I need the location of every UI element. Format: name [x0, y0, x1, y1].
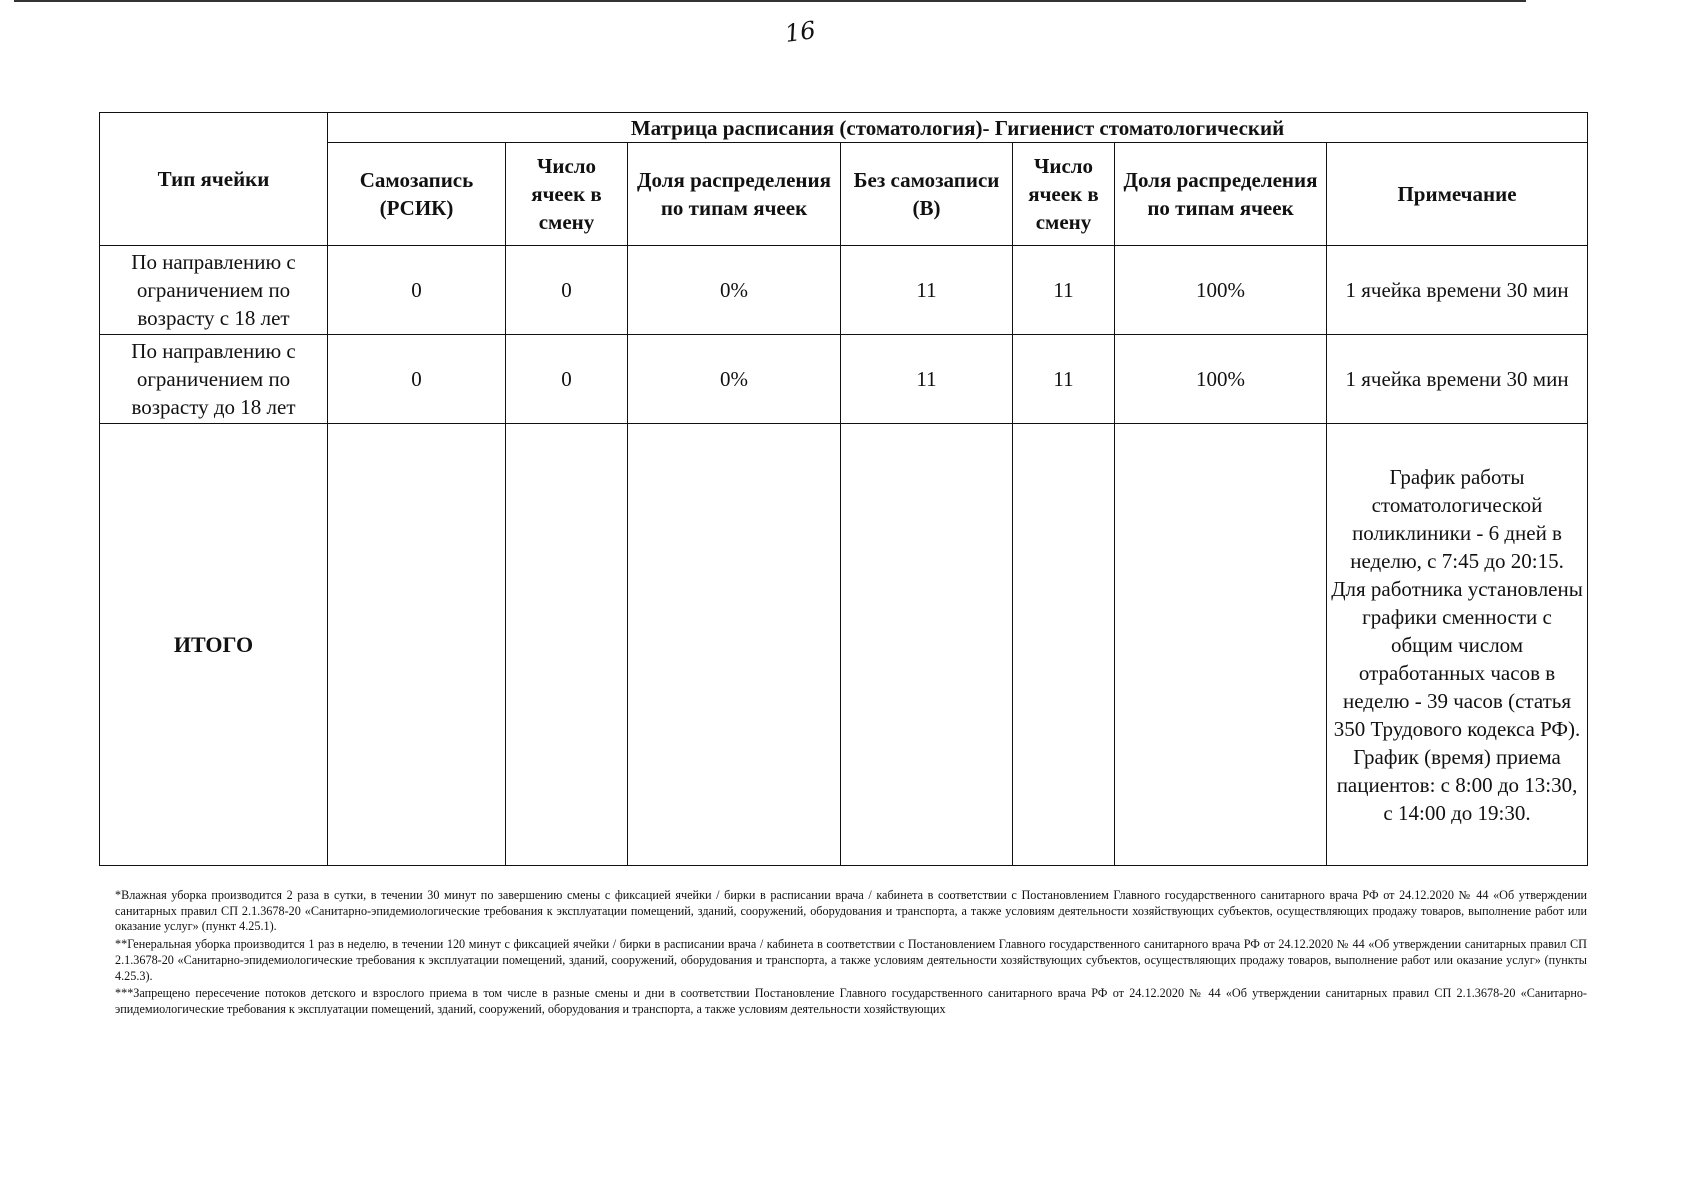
row-share-1: 0%: [628, 335, 841, 424]
total-note: График работы стоматологической поликлиники - 6 дней в неделю, с 7:45 до 20:15. Для работника установлены графики сменности с общим числом отработанных часов в неделю - 39 часов (статья 350 Трудового кодекса РФ). График (время) приема пациентов: с 8:00 до 13:30, с 14:00 до 19:30.: [1327, 424, 1588, 866]
footnote-patient-flow: ***Запрещено пересечение потоков детского и взрослого приема в том числе в разные смены и дни в соответствии Постановление Главного государственного санитарного врача РФ от 24.12.2020 № 44 «Об утверждении санитарных правил СП 2.1.3678-20 «Санитарно-эпидемиологические требования к эксплуатации помещений, зданий, сооружений, оборудования и транспорта, а также условиям деятельности хозяйствующих: [115, 986, 1587, 1016]
header-cells-per-shift-1: Число ячеек в смену: [506, 143, 628, 246]
row-self-booking: 0: [328, 246, 506, 335]
total-self-booking: [328, 424, 506, 866]
row-cells-per-shift-2: 11: [1013, 246, 1115, 335]
top-rule: [14, 0, 1526, 2]
header-note: Примечание: [1327, 143, 1588, 246]
row-type: По направлению с ограничением по возрасту до 18 лет: [100, 335, 328, 424]
footnotes: [115, 888, 1587, 1020]
row-cells-per-shift-1: 0: [506, 246, 628, 335]
total-label: ИТОГО: [100, 424, 328, 866]
total-without-self-booking: [841, 424, 1013, 866]
row-share-1: 0%: [628, 246, 841, 335]
row-share-2: 100%: [1115, 335, 1327, 424]
total-cells-per-shift-1: [506, 424, 628, 866]
table-title: Матрица расписания (стоматология)- Гигиенист стоматологический: [328, 113, 1588, 143]
header-share-2: Доля распределения по типам ячеек: [1115, 143, 1327, 246]
table-row: [100, 246, 1588, 335]
total-row: [100, 424, 1588, 866]
header-self-booking: Самозапись (РСИК): [328, 143, 506, 246]
header-cell-type: Тип ячейки: [100, 113, 328, 246]
header-cells-per-shift-2: Число ячеек в смену: [1013, 143, 1115, 246]
table-row: [100, 335, 1588, 424]
header-share-1: Доля распределения по типам ячеек: [628, 143, 841, 246]
schedule-matrix-table: [99, 112, 1588, 866]
row-share-2: 100%: [1115, 246, 1327, 335]
row-without-self-booking: 11: [841, 335, 1013, 424]
footnote-wet-cleaning: *Влажная уборка производится 2 раза в сутки, в течении 30 минут по завершению смены с фиксацией ячейки / бирки в расписании врача / кабинета в соответствии с Постановлением Главного государственного санитарного врача РФ от 24.12.2020 № 44 «Об утверждении санитарных правил СП 2.1.3678-20 «Санитарно-эпидемиологические требования к эксплуатации помещений, зданий, сооружений, оборудования и транспорта, а также условиям деятельности хозяйствующих субъектов, осуществляющих продажу товаров, выполнение работ или оказание услуг» (пункт 4.25.1).: [115, 888, 1587, 934]
table-title-row: [100, 113, 1588, 143]
page-number: 16: [783, 16, 818, 48]
row-note: 1 ячейка времени 30 мин: [1327, 246, 1588, 335]
total-cells-per-shift-2: [1013, 424, 1115, 866]
header-without-self-booking: Без самозаписи (В): [841, 143, 1013, 246]
footnote-general-cleaning: **Генеральная уборка производится 1 раз в неделю, в течении 120 минут с фиксацией ячейки / бирки в расписании врача / кабинета в соответствии с Постановлением Главного государственного санитарного врача РФ от 24.12.2020 № 44 «Об утверждении санитарных правил СП 2.1.3678-20 «Санитарно-эпидемиологические требования к эксплуатации помещений, зданий, сооружений, оборудования и транспорта, а также условиям деятельности хозяйствующих субъектов, осуществляющих продажу товаров, выполнение работ или оказание услуг» (пункты 4.25.3).: [115, 937, 1587, 983]
row-self-booking: 0: [328, 335, 506, 424]
row-note: 1 ячейка времени 30 мин: [1327, 335, 1588, 424]
row-without-self-booking: 11: [841, 246, 1013, 335]
total-share-1: [628, 424, 841, 866]
row-type: По направлению с ограничением по возрасту с 18 лет: [100, 246, 328, 335]
row-cells-per-shift-2: 11: [1013, 335, 1115, 424]
row-cells-per-shift-1: 0: [506, 335, 628, 424]
total-share-2: [1115, 424, 1327, 866]
